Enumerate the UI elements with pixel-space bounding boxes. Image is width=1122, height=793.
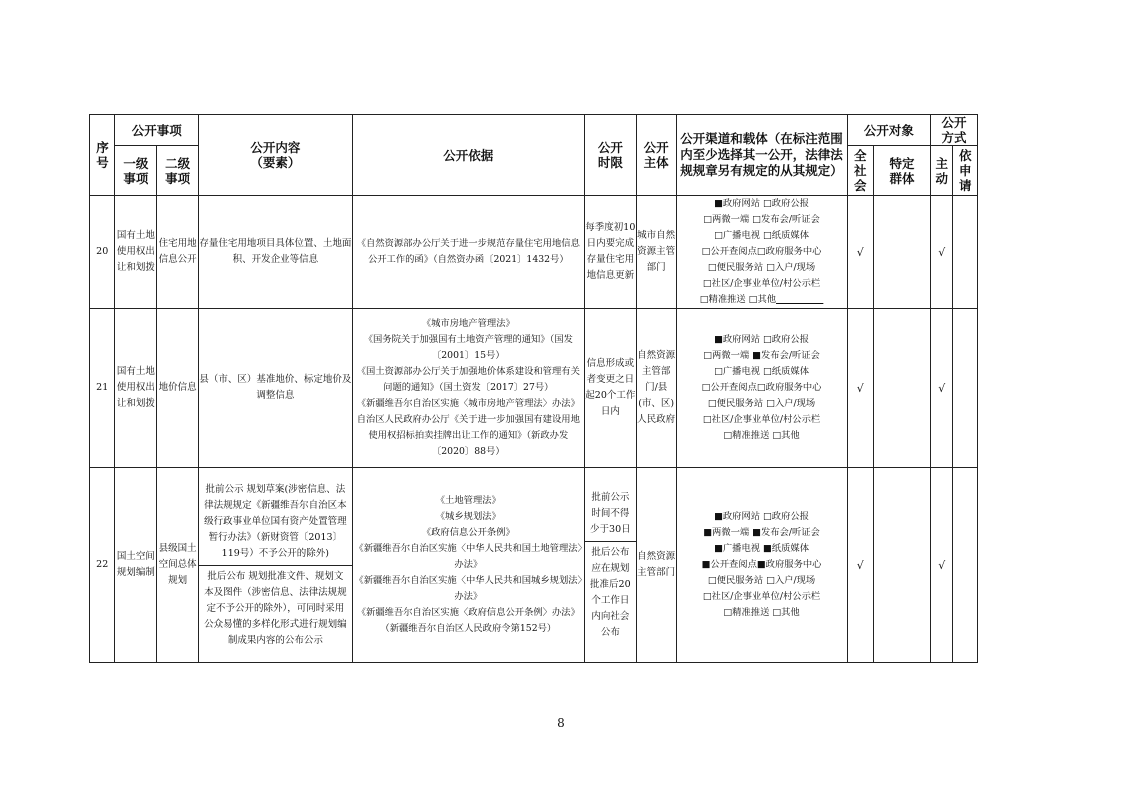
- target-specific-mark: [874, 196, 931, 309]
- header-channel: 公开渠道和载体（在标注范围内至少选择其一公开，法律法规规章另有规定的从其规定）: [676, 115, 847, 196]
- channel-option: □广播电视 □纸质媒体: [714, 230, 809, 241]
- basis-line: 《国土资源部办公厅关于加强地价体系建设和管理有关问题的通知》（国土资发〔2017〕27号）: [356, 366, 580, 393]
- row-level2: 县级国土空间总体规划: [157, 468, 199, 663]
- channel-option: ■政府网站 □政府公报: [714, 198, 809, 209]
- header-target-specific: 特定群体: [874, 146, 931, 196]
- row-basis: [352, 468, 584, 663]
- basis-line: 《政府信息公开条例》: [421, 527, 515, 538]
- mode-active-mark: √: [931, 196, 953, 309]
- mode-active-mark: √: [931, 309, 953, 468]
- mode-request-mark: [953, 309, 978, 468]
- row-level2: 地价信息: [157, 309, 199, 468]
- basis-line: 《城乡规划法》: [435, 511, 501, 522]
- disclosure-table: [89, 114, 978, 663]
- header-target-all: 全社会: [847, 146, 873, 196]
- channel-option: ■政府网站 □政府公报: [714, 334, 809, 345]
- channel-option: □便民服务站 □入户/现场: [707, 575, 816, 586]
- row-basis: [352, 196, 584, 309]
- basis-line: 《新疆维吾尔自治区实施〈城市房地产管理法〉办法》: [356, 398, 580, 409]
- row-level1: 国有土地使用权出让和划拨: [115, 196, 157, 309]
- row-content: 存量住宅用地项目具体位置、土地面积、开发企业等信息: [198, 196, 352, 309]
- channel-option: □精准推送 □其他: [723, 607, 800, 618]
- table-row: [90, 309, 978, 468]
- header-row-1: [90, 115, 978, 146]
- header-seq: 序号: [90, 115, 115, 196]
- row-subject: 城市自然资源主管部门: [636, 196, 676, 309]
- row-deadline: 信息形成或者变更之日起20个工作日内: [584, 309, 636, 468]
- channel-option: □社区/企事业单位/村公示栏: [702, 414, 821, 425]
- basis-line: 《土地管理法》: [435, 495, 501, 506]
- header-level1: 一级事项: [115, 146, 157, 196]
- header-target: 公开对象: [847, 115, 931, 146]
- row-channels: [676, 309, 847, 468]
- row-seq: 20: [90, 196, 115, 309]
- channel-option: □精准推送 □其他: [723, 430, 800, 441]
- channel-option: ■政府网站 □政府公报: [714, 511, 809, 522]
- header-mode-active: 主动: [931, 146, 953, 196]
- channel-option: □便民服务站 □入户/现场: [707, 398, 816, 409]
- target-specific-mark: [874, 309, 931, 468]
- header-items: 公开事项: [115, 115, 199, 146]
- basis-line: 《新疆维吾尔自治区实施〈中华人民共和国土地管理法〉办法》: [354, 543, 583, 570]
- header-level2: 二级事项: [157, 146, 199, 196]
- basis-line: 自治区人民政府办公厅《关于进一步加强国有建设用地使用权招标拍卖挂牌出让工作的通知》（新政办发〔2020〕88号）: [356, 414, 580, 457]
- channel-option: ■广播电视 ■纸质媒体: [714, 543, 809, 554]
- deadline-pre-approval: 批前公示时间不得少于30日: [590, 491, 631, 535]
- channel-option: □公开查阅点□政府服务中心: [701, 246, 822, 257]
- row-subject: 自然资源主管部门/县(市、区)人民政府: [636, 309, 676, 468]
- content-post-approval: 批后公布 规划批准文件、规划文本及图件（涉密信息、法律法规规定不予公开的除外），可同时采用公众易懂的多样化形式进行规划编制成果内容的公布公示: [199, 565, 352, 652]
- channel-option: ■公开查阅点■政府服务中心: [701, 559, 822, 570]
- channel-option: □社区/企事业单位/村公示栏: [702, 278, 821, 289]
- target-all-mark: √: [847, 196, 873, 309]
- channel-option: □便民服务站 □入户/现场: [707, 262, 816, 273]
- page-number: 8: [557, 716, 565, 730]
- row-subject: 自然资源主管部门: [636, 468, 676, 663]
- basis-line: 《城市房地产管理法》: [421, 318, 515, 329]
- content-pre-approval: 批前公示 规划草案(涉密信息、法律法规规定《新疆维吾尔自治区本级行政事业单位国有资产处置管理暂行办法》（新财资管〔2013〕119号）不予公开的除外): [204, 483, 347, 559]
- channel-option: □公开查阅点□政府服务中心: [701, 382, 822, 393]
- row-channels: [676, 196, 847, 309]
- channel-option: □精准推送 □其他: [699, 294, 777, 305]
- mode-request-mark: [953, 468, 978, 663]
- header-mode-request: 依申请: [953, 146, 978, 196]
- deadline-post-approval: 批后公布应在规划批准后20个工作日内向社会公布: [585, 541, 636, 644]
- row-basis: [352, 309, 584, 468]
- channel-option: □两微一端 ■发布会/听证会: [703, 350, 820, 361]
- mode-active-mark: √: [931, 468, 953, 663]
- header-content: 公开内容（要素）: [198, 115, 352, 196]
- basis-line: 《国务院关于加强国有土地资产管理的通知》（国发〔2001〕15号）: [363, 334, 573, 361]
- channel-option: □社区/企事业单位/村公示栏: [702, 591, 821, 602]
- channel-option: □广播电视 □纸质媒体: [714, 366, 809, 377]
- basis-line: 《新疆维吾尔自治区实施〈政府信息公开条例〉办法》（新疆维吾尔自治区人民政府令第152号）: [356, 607, 580, 634]
- header-deadline: 公开时限: [584, 115, 636, 196]
- row-channels: [676, 468, 847, 663]
- row-content: 县（市、区）基准地价、标定地价及调整信息: [198, 309, 352, 468]
- row-level1: 国土空间规划编制: [115, 468, 157, 663]
- table-row: [90, 468, 978, 663]
- basis-line: 《新疆维吾尔自治区实施〈中华人民共和国城乡规划法〉办法》: [354, 575, 583, 602]
- row-content: [198, 468, 352, 663]
- header-mode: 公开方式: [931, 115, 978, 146]
- row-level1: 国有土地使用权出让和划拨: [115, 309, 157, 468]
- target-all-mark: √: [847, 309, 873, 468]
- row-seq: 21: [90, 309, 115, 468]
- target-all-mark: √: [847, 468, 873, 663]
- channel-option: ■两微一端 ■发布会/听证会: [703, 527, 820, 538]
- mode-request-mark: [953, 196, 978, 309]
- table-row: [90, 196, 978, 309]
- channel-option: □两微一端 □发布会/听证会: [703, 214, 820, 225]
- row-deadline: 每季度初10日内要完成存量住宅用地信息更新: [584, 196, 636, 309]
- header-subject: 公开主体: [636, 115, 676, 196]
- row-seq: 22: [90, 468, 115, 663]
- target-specific-mark: [874, 468, 931, 663]
- row-level2: 住宅用地信息公开: [157, 196, 199, 309]
- row-deadline: [584, 468, 636, 663]
- basis-line: 《自然资源部办公厅关于进一步规范存量住宅用地信息公开工作的函》（自然资办函〔2021〕1432号）: [356, 238, 580, 265]
- header-basis: 公开依据: [352, 115, 584, 196]
